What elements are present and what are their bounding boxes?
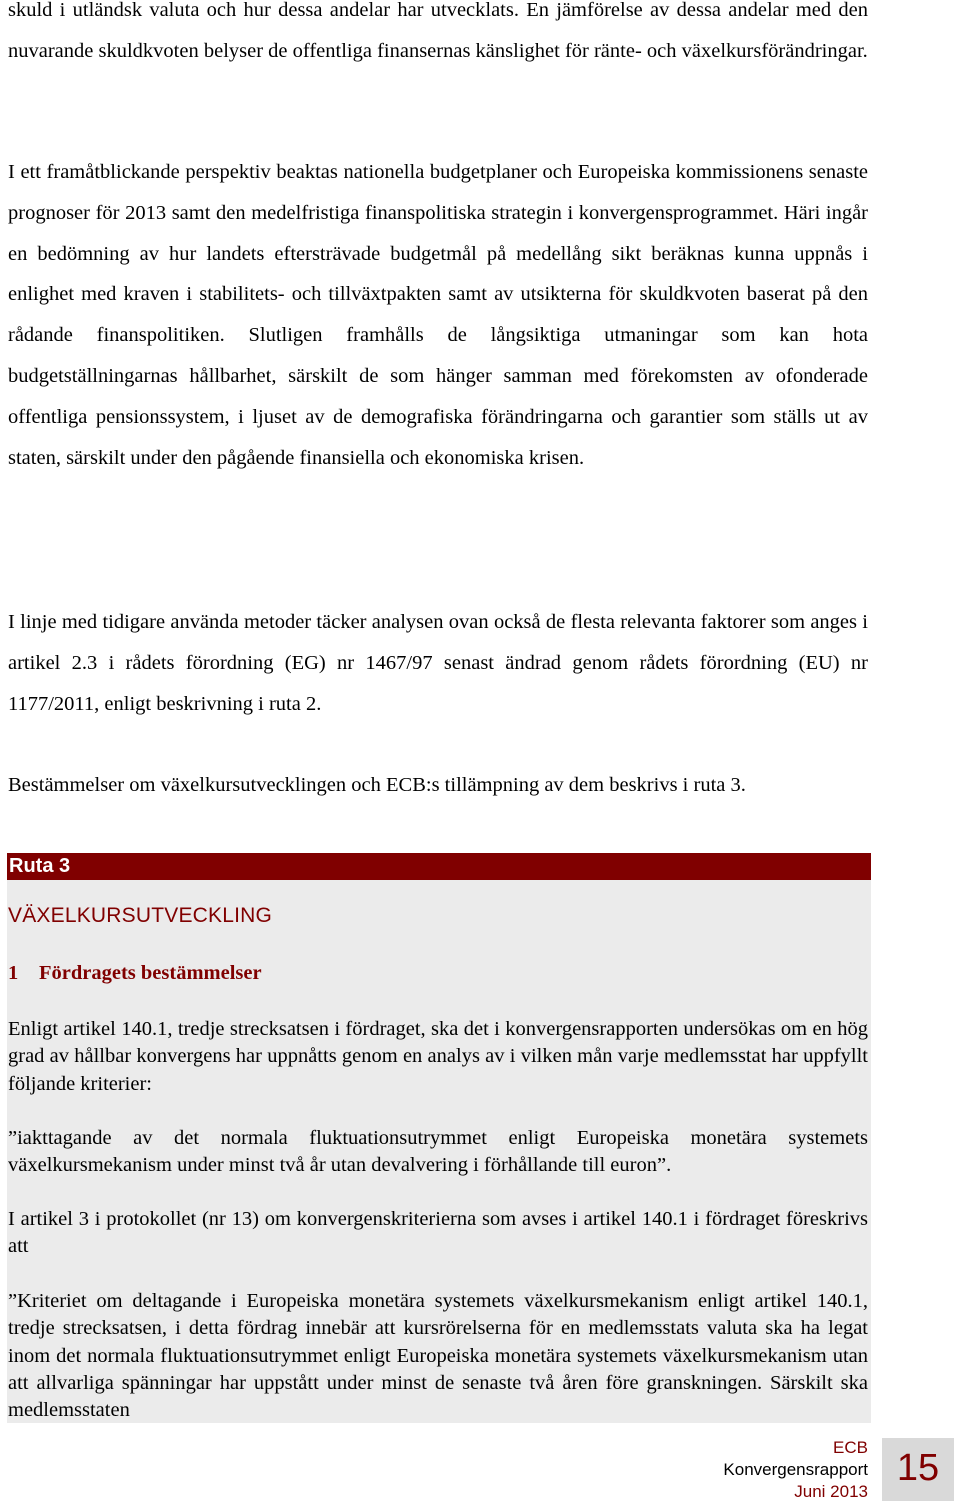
box-label: Ruta 3 <box>9 855 71 877</box>
body-paragraph-4: Bestämmelser om växelkursutvecklingen och ECB:s tillämpning av dem beskrivs i ruta 3. <box>8 774 746 796</box>
page-number-box <box>882 1438 954 1501</box>
box-title: VÄXELKURSUTVECKLING <box>8 904 273 927</box>
box-section-title: Fördragets bestämmelser <box>39 962 262 984</box>
box-body <box>7 880 871 1423</box>
box-section-heading <box>8 962 262 985</box>
body-paragraph-1: skuld i utländsk valuta och hur dessa andelar har utvecklats. En jämförelse av dessa andelar med den nuvarande skuldkvoten belyser de offentliga finansernas känslighet för ränte- och växelkursförändringar. <box>8 0 868 62</box>
page-number: 15 <box>896 1447 940 1489</box>
body-paragraph-3: I linje med tidigare använda metoder täcker analysen ovan också de flesta relevanta faktorer som anges i artikel 2.3 i rådets förordning (EG) nr 1467/97 senast ändrad genom rådets förordning (EU) nr 1177/2011, enligt beskrivning i ruta 2. <box>8 611 868 715</box>
body-paragraph-2: I ett framåtblickande perspektiv beaktas nationella budgetplaner och Europeiska kommissionens senaste prognoser för 2013 samt den medelfristiga finanspolitiska strategin i konvergensprogrammet. Häri ingår en bedömning av hur landets eftersträvade budgetmål på medellång sikt beräknas kunna uppnås i enlighet med kraven i stabilitets- och tillväxtpakten samt av utsikterna för skuldkvoten baserat på den rådande finanspolitiken. Slutligen framhålls de långsiktiga utmaningar som kan hota budgetställningarnas hållbarhet, särskilt de som hänger samman med förekomsten av ofonderade offentliga pensionssystem, i ljuset av de demografiska förändringarna och garantier som ställs ut av staten, särskilt under den pågående finansiella och ekonomiska krisen. <box>8 161 868 469</box>
box-paragraph-2: I artikel 3 i protokollet (nr 13) om konvergenskriterierna som avses i artikel 140.1 i fördraget föreskrivs att <box>8 1208 868 1258</box>
box-section-number: 1 <box>8 962 19 984</box>
box-paragraph-1: Enligt artikel 140.1, tredje strecksatsen i fördraget, ska det i konvergensrapporten undersökas om en hög grad av hållbar konvergens har uppnåtts genom en analys av i vilken mån varje medlemsstat har uppfyllt följande kriterier: <box>8 1018 868 1095</box>
footer-org: ECB <box>833 1438 868 1457</box>
footer-date: Juni 2013 <box>794 1482 868 1501</box>
box-quote-2: ”Kriteriet om deltagande i Europeiska monetära systemets växelkursmekanism enligt artikel 140.1, tredje strecksatsen, i detta fördrag innebär att kursrörelserna för en medlemsstats valuta ska ha legat inom det normala fluktuationsutrymmet enligt Europeiska monetära systemets växelkursmekanism utan att allvarliga spänningar har uppstått under minst de senaste två åren före granskningen. Särskilt ska medlemsstaten <box>8 1290 868 1422</box>
footer-publication: Konvergensrapport <box>723 1460 868 1479</box>
box-quote-1: ”iakttagande av det normala fluktuationsutrymmet enligt Europeiska monetära systemets växelkursmekanism under minst två år utan devalvering i förhållande till euron”. <box>8 1127 868 1177</box>
box-header-bar <box>7 853 871 880</box>
